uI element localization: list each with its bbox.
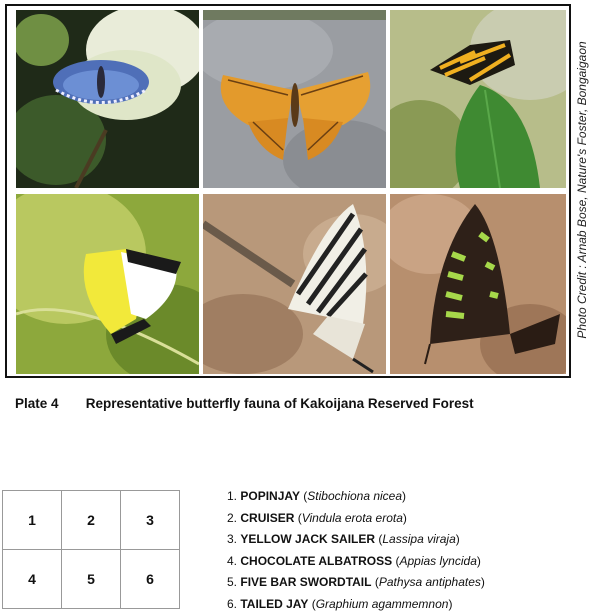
- legend-number: 5.: [227, 575, 238, 590]
- plate-title: Representative butterfly fauna of Kakoijana Reserved Forest: [85, 396, 474, 411]
- plate-caption: [15, 396, 474, 411]
- scientific-name: Lassipa viraja: [382, 532, 456, 547]
- key-cell: 3: [121, 491, 180, 550]
- photo-popinjay: [16, 10, 199, 188]
- scientific-name: Pathysa antiphates: [378, 575, 481, 590]
- legend-number: 1.: [227, 489, 238, 503]
- scientific-name: Graphium agammemnon: [315, 596, 449, 611]
- key-cell: 5: [62, 550, 121, 609]
- key-cell: 1: [3, 491, 62, 550]
- photo-yellow-jack-sailer: [390, 10, 566, 188]
- scientific-name: Stibochiona nicea: [307, 489, 403, 503]
- scientific-name: Vindula erota erota: [301, 510, 403, 525]
- photo-key-grid: [2, 490, 180, 609]
- legend-item: 3. YELLOW JACK SAILER (Lassipa viraja): [227, 532, 460, 547]
- photo-tailed-jay: [390, 194, 566, 374]
- common-name: YELLOW JACK SAILER: [240, 532, 376, 547]
- species-legend: [227, 486, 485, 616]
- legend-number: 3.: [227, 532, 238, 547]
- photo-chocolate-albatross: [16, 194, 199, 374]
- key-cell: 2: [62, 491, 121, 550]
- scientific-name: Appias lyncida: [399, 553, 477, 568]
- legend-item: 4. CHOCOLATE ALBATROSS (Appias lyncida): [227, 553, 481, 568]
- photo-cruiser: [203, 10, 386, 188]
- legend-item: 1. POPINJAY (Stibochiona nicea): [227, 489, 407, 503]
- common-name: FIVE BAR SWORDTAIL: [240, 575, 372, 590]
- legend-item: 5. FIVE BAR SWORDTAIL (Pathysa antiphates): [227, 575, 485, 590]
- photo-five-bar-swordtail: [203, 194, 386, 374]
- plate-number: Plate 4: [15, 396, 59, 411]
- legend-number: 6.: [227, 596, 238, 611]
- photo-credit: Photo Credit : Arnab Bose, Nature's Foster, Bongaigaon: [575, 41, 589, 339]
- key-cell: 4: [3, 550, 62, 609]
- common-name: CHOCOLATE ALBATROSS: [240, 553, 393, 568]
- common-name: POPINJAY: [240, 489, 300, 503]
- photo-plate: [5, 4, 571, 378]
- legend-number: 4.: [227, 553, 238, 568]
- key-cell: 6: [121, 550, 180, 609]
- legend-item: 2. CRUISER (Vindula erota erota): [227, 510, 407, 525]
- legend-number: 2.: [227, 510, 238, 525]
- common-name: TAILED JAY: [240, 596, 309, 611]
- common-name: CRUISER: [240, 510, 295, 525]
- legend-item: 6. TAILED JAY (Graphium agammemnon): [227, 596, 453, 611]
